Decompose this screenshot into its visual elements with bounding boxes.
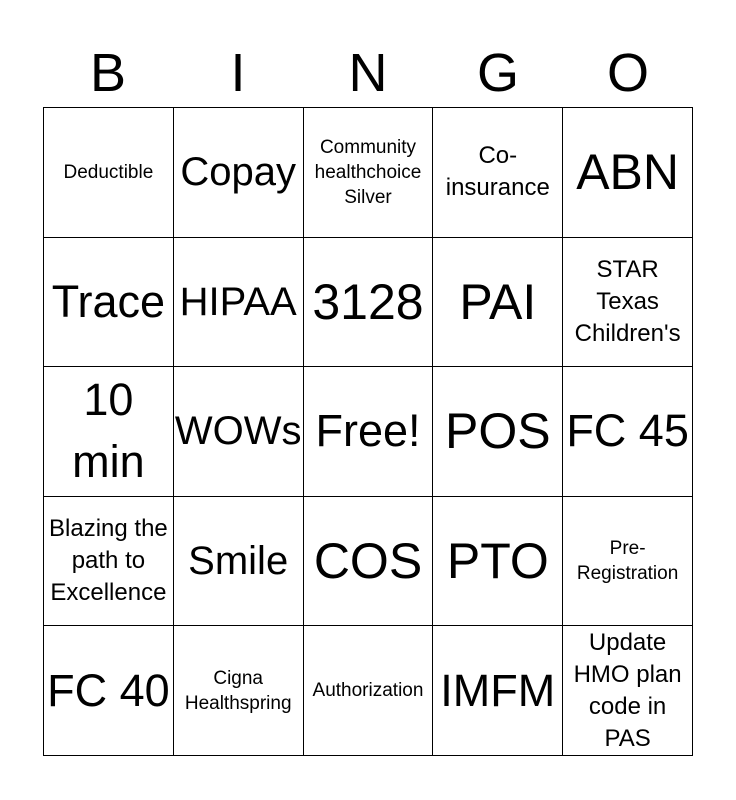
bingo-cell[interactable]: 10 min <box>44 367 174 497</box>
header-letter-o: O <box>606 43 649 103</box>
bingo-cell[interactable]: Smile <box>174 497 304 627</box>
bingo-cell[interactable]: WOWs <box>174 367 304 497</box>
bingo-cell[interactable]: Deductible <box>44 108 174 238</box>
bingo-cell[interactable]: PAI <box>433 238 563 368</box>
bingo-cell[interactable]: FC 45 <box>563 367 693 497</box>
bingo-cell[interactable]: Trace <box>44 238 174 368</box>
bingo-cell[interactable]: Community healthchoice Silver <box>304 108 434 238</box>
bingo-cell[interactable]: Copay <box>174 108 304 238</box>
bingo-header <box>43 40 693 106</box>
header-letter-n: N <box>348 43 388 103</box>
bingo-cell[interactable]: 3128 <box>304 238 434 368</box>
header-letter-g: G <box>476 43 519 103</box>
bingo-cell[interactable]: STAR Texas Children's <box>563 238 693 368</box>
bingo-cell[interactable]: Pre-Registration <box>563 497 693 627</box>
bingo-cell[interactable]: POS <box>433 367 563 497</box>
bingo-cell[interactable]: COS <box>304 497 434 627</box>
bingo-cell[interactable]: IMFM <box>433 626 563 756</box>
bingo-cell[interactable]: PTO <box>433 497 563 627</box>
bingo-cell[interactable]: Authorization <box>304 626 434 756</box>
bingo-cell[interactable]: Update HMO plan code in PAS <box>563 626 693 756</box>
bingo-cell[interactable]: Free! <box>304 367 434 497</box>
bingo-cell[interactable]: ABN <box>563 108 693 238</box>
bingo-cell[interactable]: Co-insurance <box>433 108 563 238</box>
bingo-cell[interactable]: Blazing the path to Excellence <box>44 497 174 627</box>
header-letter-b: B <box>89 43 127 103</box>
bingo-cell[interactable]: Cigna Healthspring <box>174 626 304 756</box>
header-letter-i: I <box>230 43 246 103</box>
bingo-grid <box>43 107 693 756</box>
bingo-cell[interactable]: FC 40 <box>44 626 174 756</box>
bingo-cell[interactable]: HIPAA <box>174 238 304 368</box>
